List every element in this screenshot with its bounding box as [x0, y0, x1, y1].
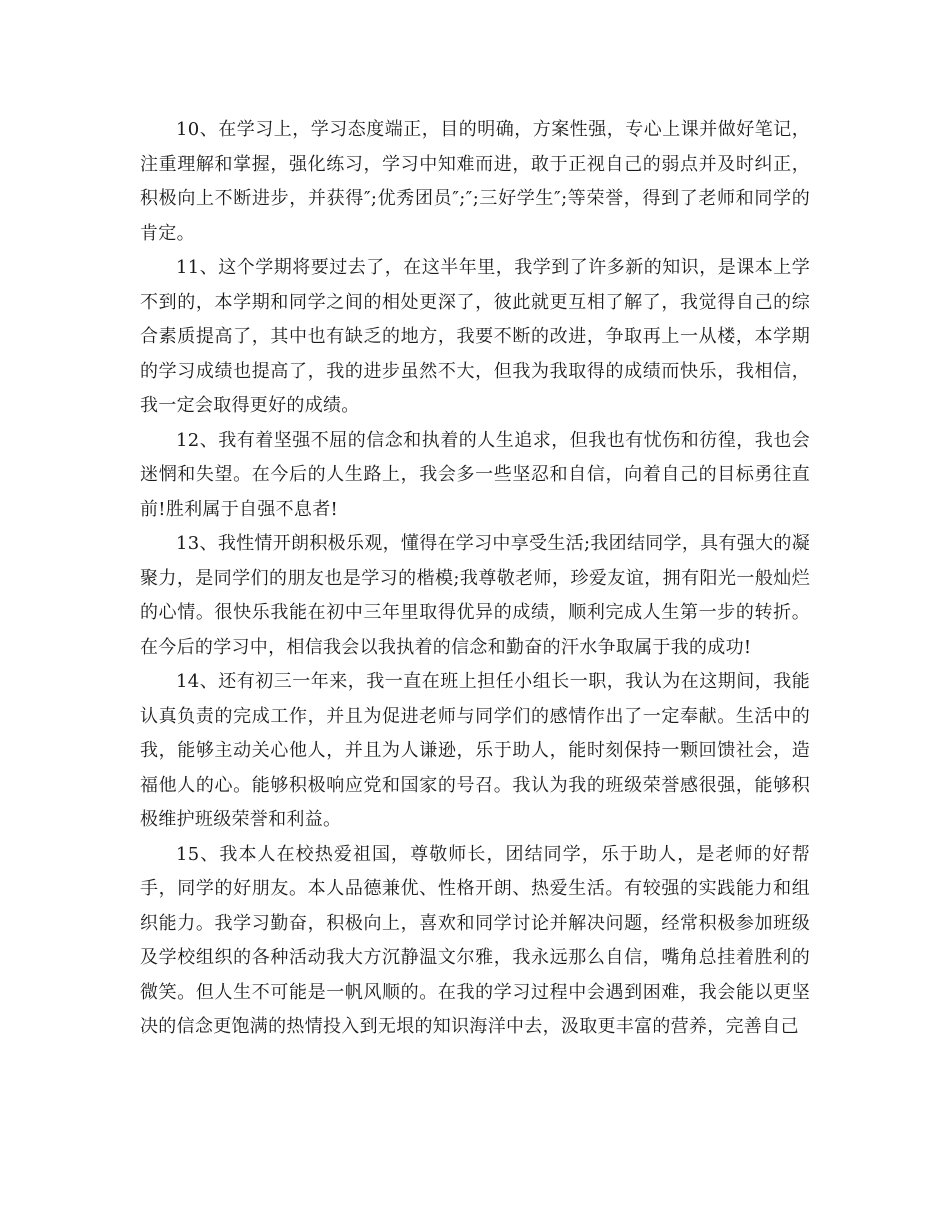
paragraph-15: 15、我本人在校热爱祖国，尊敬师长，团结同学，乐于助人，是老师的好帮手，同学的好朋友。本人品德兼优、性格开朗、热爱生活。有较强的实践能力和组织能力。我学习勤奋，积极向上，喜欢和同学讨论并解决问题，经常积极参加班级及学校组织的各种活动我大方沉静温文尔雅，我永远那么自信，嘴角总挂着胜利的微笑。但人生不可能是一帆风顺的。在我的学习过程中会遇到困难，我会能以更坚决的信念更饱满的热情投入到无垠的知识海洋中去，汲取更丰富的营养，完善自己: [140, 843, 810, 1037]
paragraph-12: 12、我有着坚强不屈的信念和执着的人生追求，但我也有忧伤和彷徨，我也会迷惘和失望。在今后的人生路上，我会多一些坚忍和自信，向着自己的目标勇往直前!胜利属于自强不息者!: [140, 429, 810, 520]
paragraph-14: 14、还有初三一年来，我一直在班上担任小组长一职，我认为在这期间，我能认真负责的完成工作，并且为促进老师与同学们的感情作出了一定奉献。生活中的我，能够主动关心他人，并且为人谦逊，乐于助人，能时刻保持一颗回馈社会，造福他人的心。能够积极响应党和国家的号召。我认为我的班级荣誉感很强，能够积极维护班级荣誉和利益。: [140, 671, 810, 830]
paragraph-10: 10、在学习上，学习态度端正，目的明确，方案性强，专心上课并做好笔记，注重理解和掌握，强化练习，学习中知难而进，敢于正视自己的弱点并及时纠正，积极向上不断进步，并获得″;优秀团员″;″;三好学生″;等荣誉，得到了老师和同学的肯定。: [140, 119, 810, 244]
paragraph-11: 11、这个学期将要过去了，在这半年里，我学到了许多新的知识，是课本上学不到的，本学期和同学之间的相处更深了，彼此就更互相了解了，我觉得自己的综合素质提高了，其中也有缺乏的地方，我要不断的改进，争取再上一从楼，本学期的学习成绩也提高了，我的进步虽然不大，但我为我取得的成绩而快乐，我相信，我一定会取得更好的成绩。: [140, 257, 810, 416]
paragraph-13: 13、我性情开朗积极乐观，懂得在学习中享受生活;我团结同学，具有强大的凝聚力，是同学们的朋友也是学习的楷模;我尊敬老师，珍爱友谊，拥有阳光一般灿烂的心情。很快乐我能在初中三年里取得优异的成绩，顺利完成人生第一步的转折。在今后的学习中，相信我会以我执着的信念和勤奋的汗水争取属于我的成功!: [140, 533, 810, 658]
document-body: [140, 113, 810, 1045]
